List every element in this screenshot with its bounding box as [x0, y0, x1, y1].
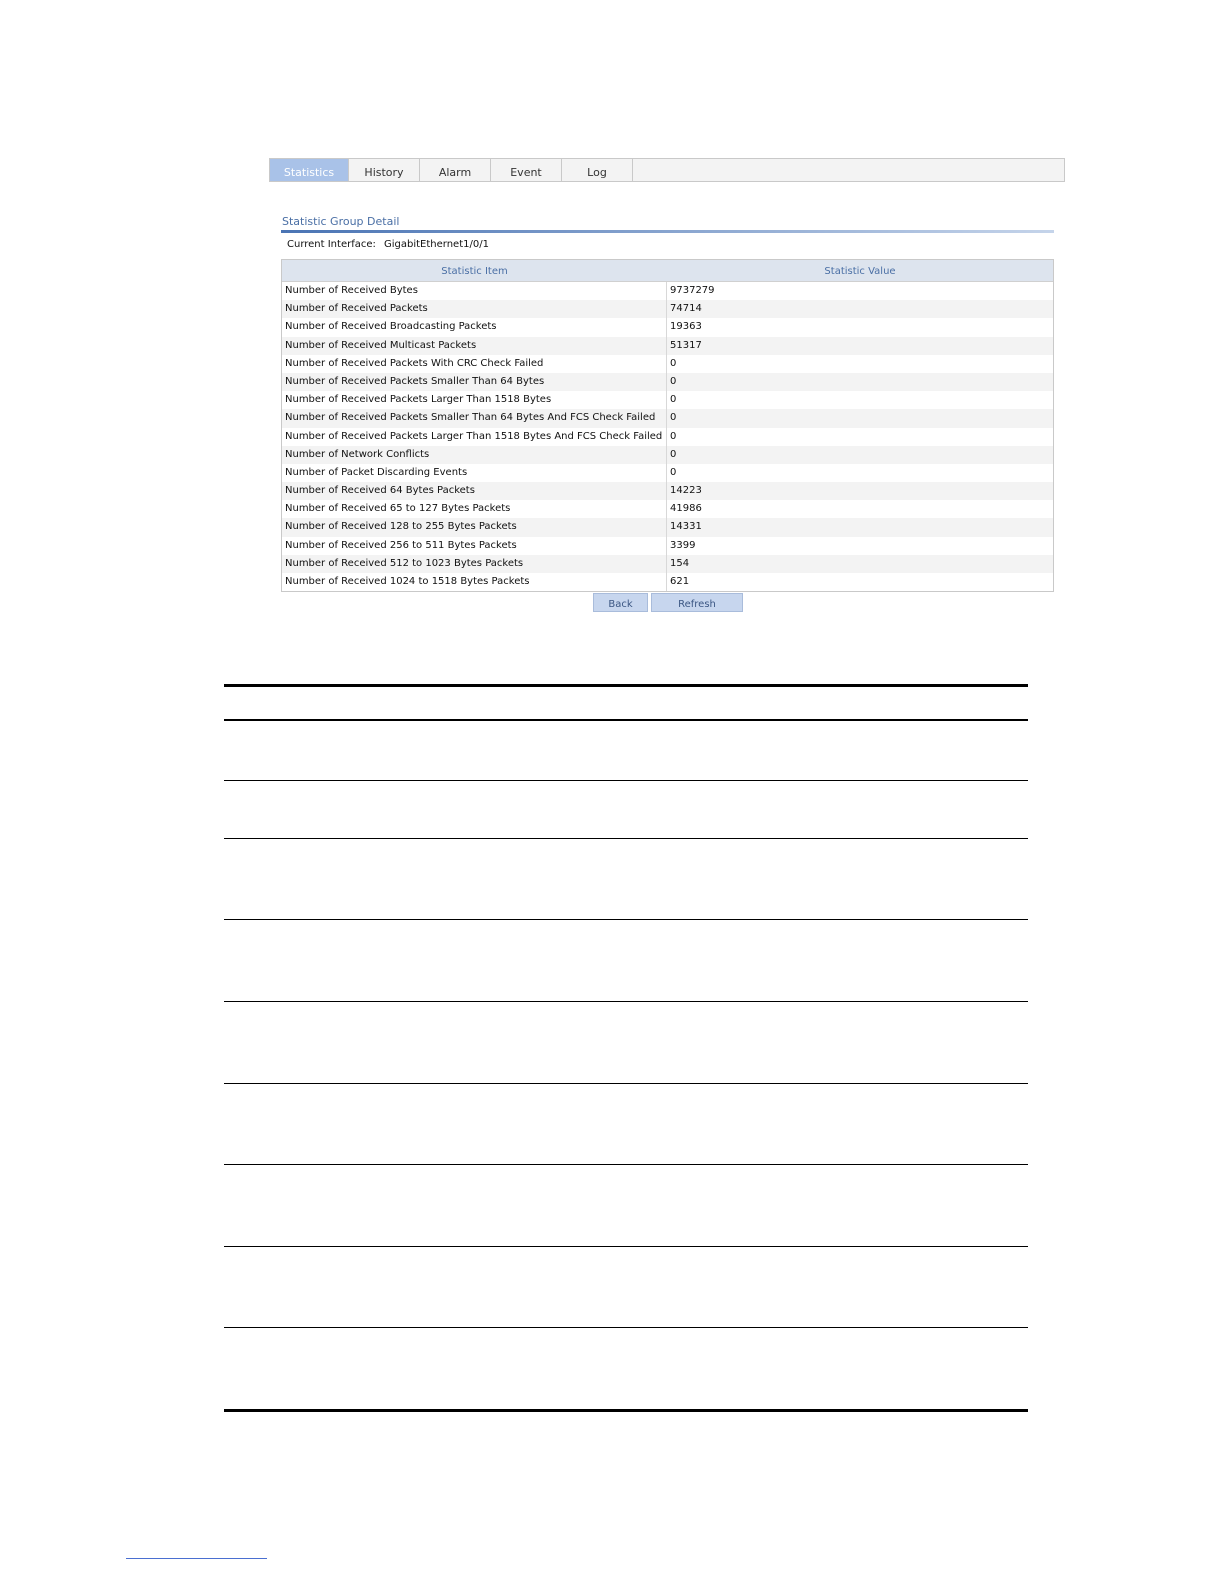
doc-table-bottom-rule: [224, 1409, 1028, 1412]
footer-link-underline[interactable]: [126, 1558, 267, 1559]
statistic-item-cell: Number of Packet Discarding Events: [282, 464, 667, 482]
table-row: [282, 391, 1053, 409]
table-row: [282, 373, 1053, 391]
doc-table-header-rule: [224, 719, 1028, 721]
statistic-item-cell: Number of Received Multicast Packets: [282, 337, 667, 355]
statistic-item-cell: Number of Received Broadcasting Packets: [282, 318, 667, 336]
statistic-item-cell: Number of Received Packets Smaller Than 64 Bytes: [282, 373, 667, 391]
statistic-value-cell: 621: [670, 576, 690, 587]
statistics-table: [281, 259, 1054, 592]
current-interface-value: GigabitEthernet1/0/1: [384, 239, 489, 250]
tab-event[interactable]: Event: [491, 159, 562, 181]
doc-table-row-divider: [224, 780, 1028, 781]
table-row: [282, 282, 1053, 300]
statistic-item-cell: Number of Received 512 to 1023 Bytes Packets: [282, 555, 667, 573]
tab-statistics[interactable]: Statistics: [270, 159, 349, 181]
section-title-divider: [281, 230, 1054, 233]
statistic-item-cell: Number of Received 256 to 511 Bytes Packets: [282, 537, 667, 555]
statistic-value-cell: 9737279: [670, 285, 715, 296]
table-row: [282, 555, 1053, 573]
doc-table-row-divider: [224, 1327, 1028, 1328]
table-row: [282, 355, 1053, 373]
doc-table-row-divider: [224, 1001, 1028, 1002]
table-row: [282, 518, 1053, 536]
doc-table-row-divider: [224, 919, 1028, 920]
table-row: [282, 428, 1053, 446]
table-row: [282, 300, 1053, 318]
statistic-value-cell: 0: [670, 430, 677, 442]
statistic-item-cell: Number of Received 1024 to 1518 Bytes Packets: [282, 573, 667, 591]
statistic-value-cell: 14331: [670, 521, 702, 533]
table-row: [282, 464, 1053, 482]
table-row: [282, 409, 1053, 427]
doc-table-row-divider: [224, 1164, 1028, 1165]
statistic-item-cell: Number of Received 128 to 255 Bytes Packets: [282, 518, 667, 536]
statistic-item-cell: Number of Received Packets Larger Than 1518 Bytes And FCS Check Failed: [282, 428, 667, 446]
table-row: [282, 537, 1053, 555]
statistic-item-cell: Number of Received Packets Smaller Than 64 Bytes And FCS Check Failed: [282, 409, 667, 427]
statistic-item-cell: Number of Received Bytes: [282, 282, 667, 300]
tab-alarm[interactable]: Alarm: [420, 159, 491, 181]
statistic-item-cell: Number of Received Packets With CRC Check Failed: [282, 355, 667, 373]
statistic-value-cell: 154: [670, 557, 690, 569]
statistic-item-cell: Number of Received Packets Larger Than 1518 Bytes: [282, 391, 667, 409]
table-row: [282, 482, 1053, 500]
table-row: [282, 573, 1053, 591]
header-statistic-item: Statistic Item: [441, 266, 508, 277]
table-header: [282, 260, 1053, 282]
back-button[interactable]: Back: [593, 593, 648, 612]
statistic-value-cell: 0: [670, 466, 677, 478]
statistic-item-cell: Number of Received 65 to 127 Bytes Packets: [282, 500, 667, 518]
current-interface-label: Current Interface:: [287, 239, 376, 250]
section-title: Statistic Group Detail: [282, 215, 400, 228]
table-body: [282, 282, 1053, 591]
doc-table-row-divider: [224, 1083, 1028, 1084]
statistic-value-cell: 0: [670, 448, 677, 460]
statistic-value-cell: 51317: [670, 339, 702, 351]
table-row: [282, 446, 1053, 464]
doc-table-row-divider: [224, 1246, 1028, 1247]
table-row: [282, 318, 1053, 336]
statistic-value-cell: 14223: [670, 485, 702, 497]
header-statistic-value: Statistic Value: [824, 266, 896, 277]
statistic-value-cell: 3399: [670, 539, 696, 551]
tab-bar: [269, 158, 1065, 182]
statistic-value-cell: 0: [670, 357, 677, 369]
statistic-value-cell: 74714: [670, 303, 702, 315]
statistic-item-cell: Number of Received 64 Bytes Packets: [282, 482, 667, 500]
statistic-value-cell: 19363: [670, 321, 702, 333]
doc-table-row-divider: [224, 838, 1028, 839]
table-row: [282, 500, 1053, 518]
statistic-value-cell: 0: [670, 375, 677, 387]
tab-history[interactable]: History: [349, 159, 420, 181]
statistic-item-cell: Number of Received Packets: [282, 300, 667, 318]
tab-log[interactable]: Log: [562, 159, 633, 181]
doc-table-top-rule: [224, 684, 1028, 687]
refresh-button[interactable]: Refresh: [651, 593, 743, 612]
statistic-value-cell: 0: [670, 412, 677, 424]
statistic-value-cell: 0: [670, 394, 677, 406]
table-row: [282, 337, 1053, 355]
statistic-item-cell: Number of Network Conflicts: [282, 446, 667, 464]
statistic-value-cell: 41986: [670, 503, 702, 515]
